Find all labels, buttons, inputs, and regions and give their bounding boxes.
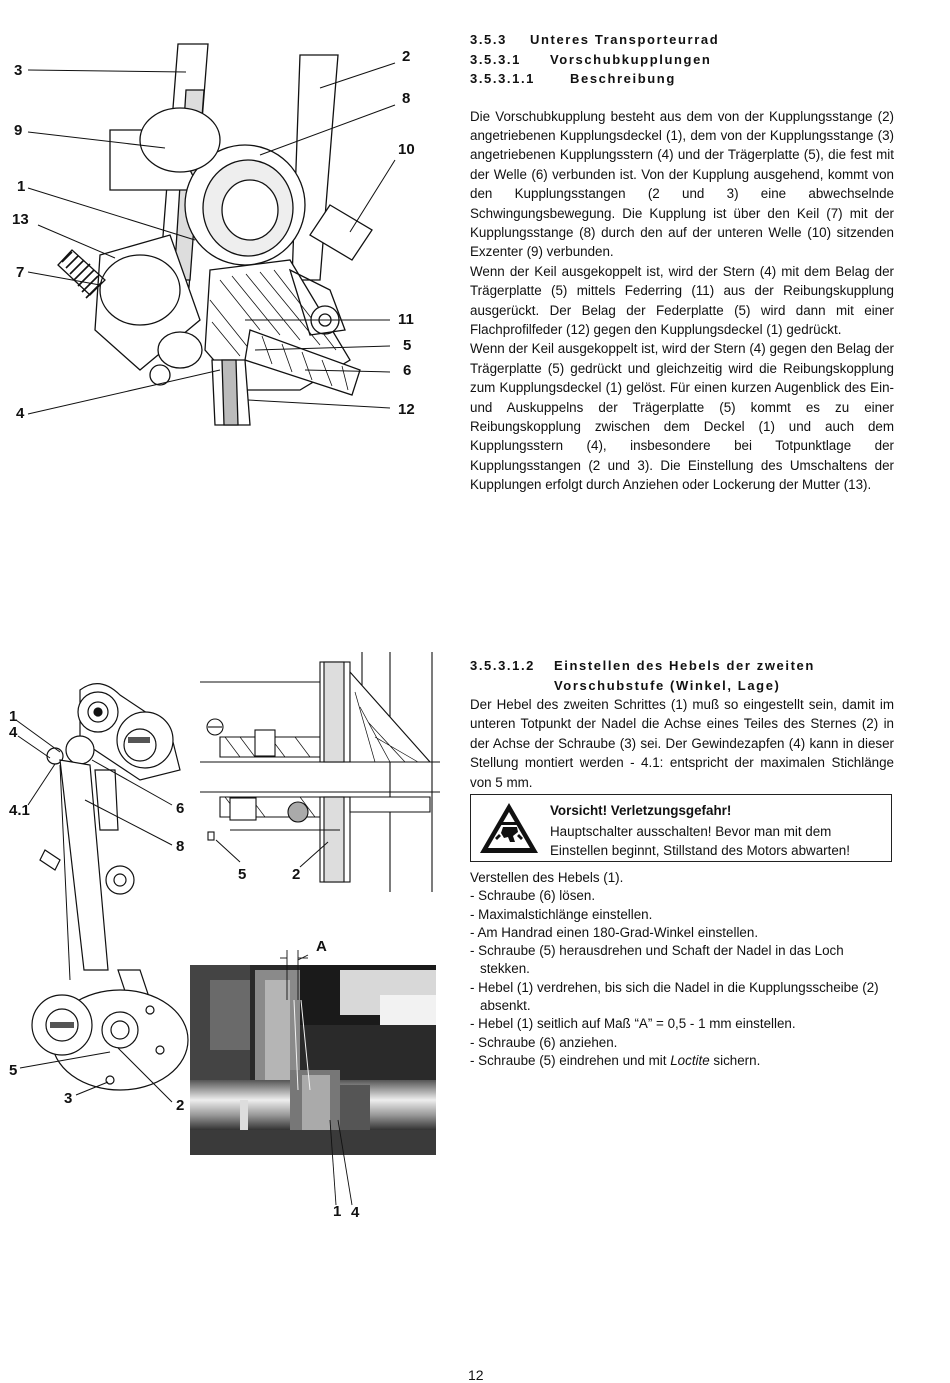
fig1-label-10: 10 <box>398 141 415 158</box>
fig4-label-1: 1 <box>333 1203 342 1220</box>
step-7: - Schraube (6) anziehen. <box>470 1034 618 1050</box>
fig1-label-9: 9 <box>14 122 23 139</box>
paragraph-description-1: Die Vorschubkupplung besteht aus dem von der Kupplungsstange (2) angetriebenen Kupplungsdeckel (1), dem von der Kupplungsstange (3) angetriebenen Kupplungsstern (4) und der Trägerplatte (5), die fest mit der Welle (6) verbunden ist. Von der Kupplung ausgehend, kommt von den Kupplungsstangen (2 und 3) eine abwechselnde Schwingungsbewegung. Die Kupplung ist über den Keil (7) mit der Kupplungsstange (8) durch den auf der unteren Welle (10) sitzenden Exzenter (9) verbunden. <box>470 108 894 260</box>
fig3-label-2: 2 <box>292 866 301 883</box>
fig2-label-5: 5 <box>9 1062 18 1079</box>
fig2-label-8: 8 <box>176 838 185 855</box>
heading-3-5-3-1-2-line2: Vorschubstufe (Winkel, Lage) <box>554 677 781 693</box>
fig2-label-4: 4 <box>9 724 18 741</box>
figure-photo-detail <box>190 940 440 1230</box>
fig1-label-1: 1 <box>17 178 26 195</box>
fig2-label-1: 1 <box>9 708 18 725</box>
fig1-label-13: 13 <box>12 211 29 228</box>
section-adjustment <box>470 656 894 792</box>
hand-crush-warning-icon <box>477 800 541 856</box>
fig1-label-4: 4 <box>16 405 25 422</box>
paragraph-adjustment: Der Hebel des zweiten Schrittes (1) muß so eingestellt sein, damit im unteren Totpunkt der Nadel die Achse eines Teiles des Sternes (2) in der Achse der Schraube (3) sei. Der Gewindezapfen (4) kann in dieser Stellung montiert werden - 4.1: entspricht der maximalen Stichlänge von 5 mm. <box>470 697 894 790</box>
fig2-label-2: 2 <box>176 1097 185 1114</box>
paragraph-description-3: Wenn der Keil ausgekoppelt ist, wird der Stern (4) gegen den Belag der Trägerplatte (5) gedrückt und gleichzeitig wird die Reibungskopplung zum Kupplungsdeckel (1) gelöst. Für einen kurzen Augenblick des Ein- und Auskuppelns der Trägerplatte (5) kommt es zu einer Reibungskopplung zwischen dem Deckel (1) und auch dem Kupplungsstern (4), insbesondere bei Totpunktlage der Kupplungsstangen (2 und 3). Die Einstellung des Umschaltens der Kupplungen erfolgt durch Anziehen oder Lockerung der Mutter (13). <box>470 341 894 493</box>
fig3-label-5: 5 <box>238 866 247 883</box>
adjustment-steps <box>470 869 894 1070</box>
warning-box <box>470 794 892 862</box>
fig1-label-6: 6 <box>403 362 412 379</box>
fig1-label-8: 8 <box>402 90 411 107</box>
warning-text: Hauptschalter ausschalten! Bevor man mit dem Einstellen beginnt, Stillstand des Motors abwarten! <box>550 824 850 859</box>
fig4-label-A: A <box>316 938 327 955</box>
fig2-label-6: 6 <box>176 800 185 817</box>
step-4: - Schraube (5) herausdrehen und Schaft der Nadel in das Loch stekken. <box>470 943 844 977</box>
step-6: - Hebel (1) seitlich auf Maß “A” = 0,5 - 1 mm einstellen. <box>470 1016 796 1032</box>
step-2: - Maximalstichlänge einstellen. <box>470 906 653 922</box>
section-description <box>470 30 894 495</box>
fig4-label-4: 4 <box>351 1204 360 1221</box>
step-8: - Schraube (5) eindrehen und mit Loctite sichern. <box>470 1052 761 1068</box>
step-1: - Schraube (6) lösen. <box>470 888 596 904</box>
product-name-loctite: Loctite <box>670 1052 710 1068</box>
paragraph-description-2: Wenn der Keil ausgekoppelt ist, wird der Stern (4) mit dem Belag der Trägerplatte (5) mittels Federring (11) aus der Reibungskupplung ausgerückt. Der Belag der Federplatte (5) wird dann mit einer Flachprofilfeder (12) gegen den Kupplungsdeckel (1) gedrückt. <box>470 263 894 337</box>
step-5: - Hebel (1) verdrehen, bis sich die Nadel in die Kupplungsscheibe (2) absenkt. <box>470 979 879 1014</box>
fig1-label-2: 2 <box>402 48 411 65</box>
fig2-label-3: 3 <box>64 1090 73 1107</box>
fig2-label-4-1: 4.1 <box>9 802 30 819</box>
heading-3-5-3-1-2: 3.5.3.1.2 Einstellen des Hebels der zweiten <box>470 658 815 673</box>
fig1-label-11: 11 <box>398 311 414 328</box>
figure-lever-linkage <box>0 670 200 1120</box>
heading-3-5-3-1: 3.5.3.1 Vorschubkupplungen <box>470 51 712 67</box>
page-number: 12 <box>468 1367 484 1383</box>
steps-intro: Verstellen des Hebels (1). <box>470 870 624 885</box>
fig1-label-5: 5 <box>403 337 412 354</box>
step-3: - Am Handrad einen 180-Grad-Winkel einstellen. <box>470 924 759 940</box>
warning-title: Vorsicht! Verletzungsgefahr! <box>550 803 732 818</box>
fig1-label-7: 7 <box>16 264 25 281</box>
figure-cross-section <box>200 652 440 892</box>
figure-coupling-assembly <box>0 30 440 450</box>
heading-3-5-3-1-1: 3.5.3.1.1 Beschreibung <box>470 71 676 86</box>
heading-3-5-3: 3.5.3 Unteres Transporteurrad <box>470 32 720 47</box>
fig1-label-12: 12 <box>398 401 415 418</box>
fig1-label-3: 3 <box>14 62 23 79</box>
